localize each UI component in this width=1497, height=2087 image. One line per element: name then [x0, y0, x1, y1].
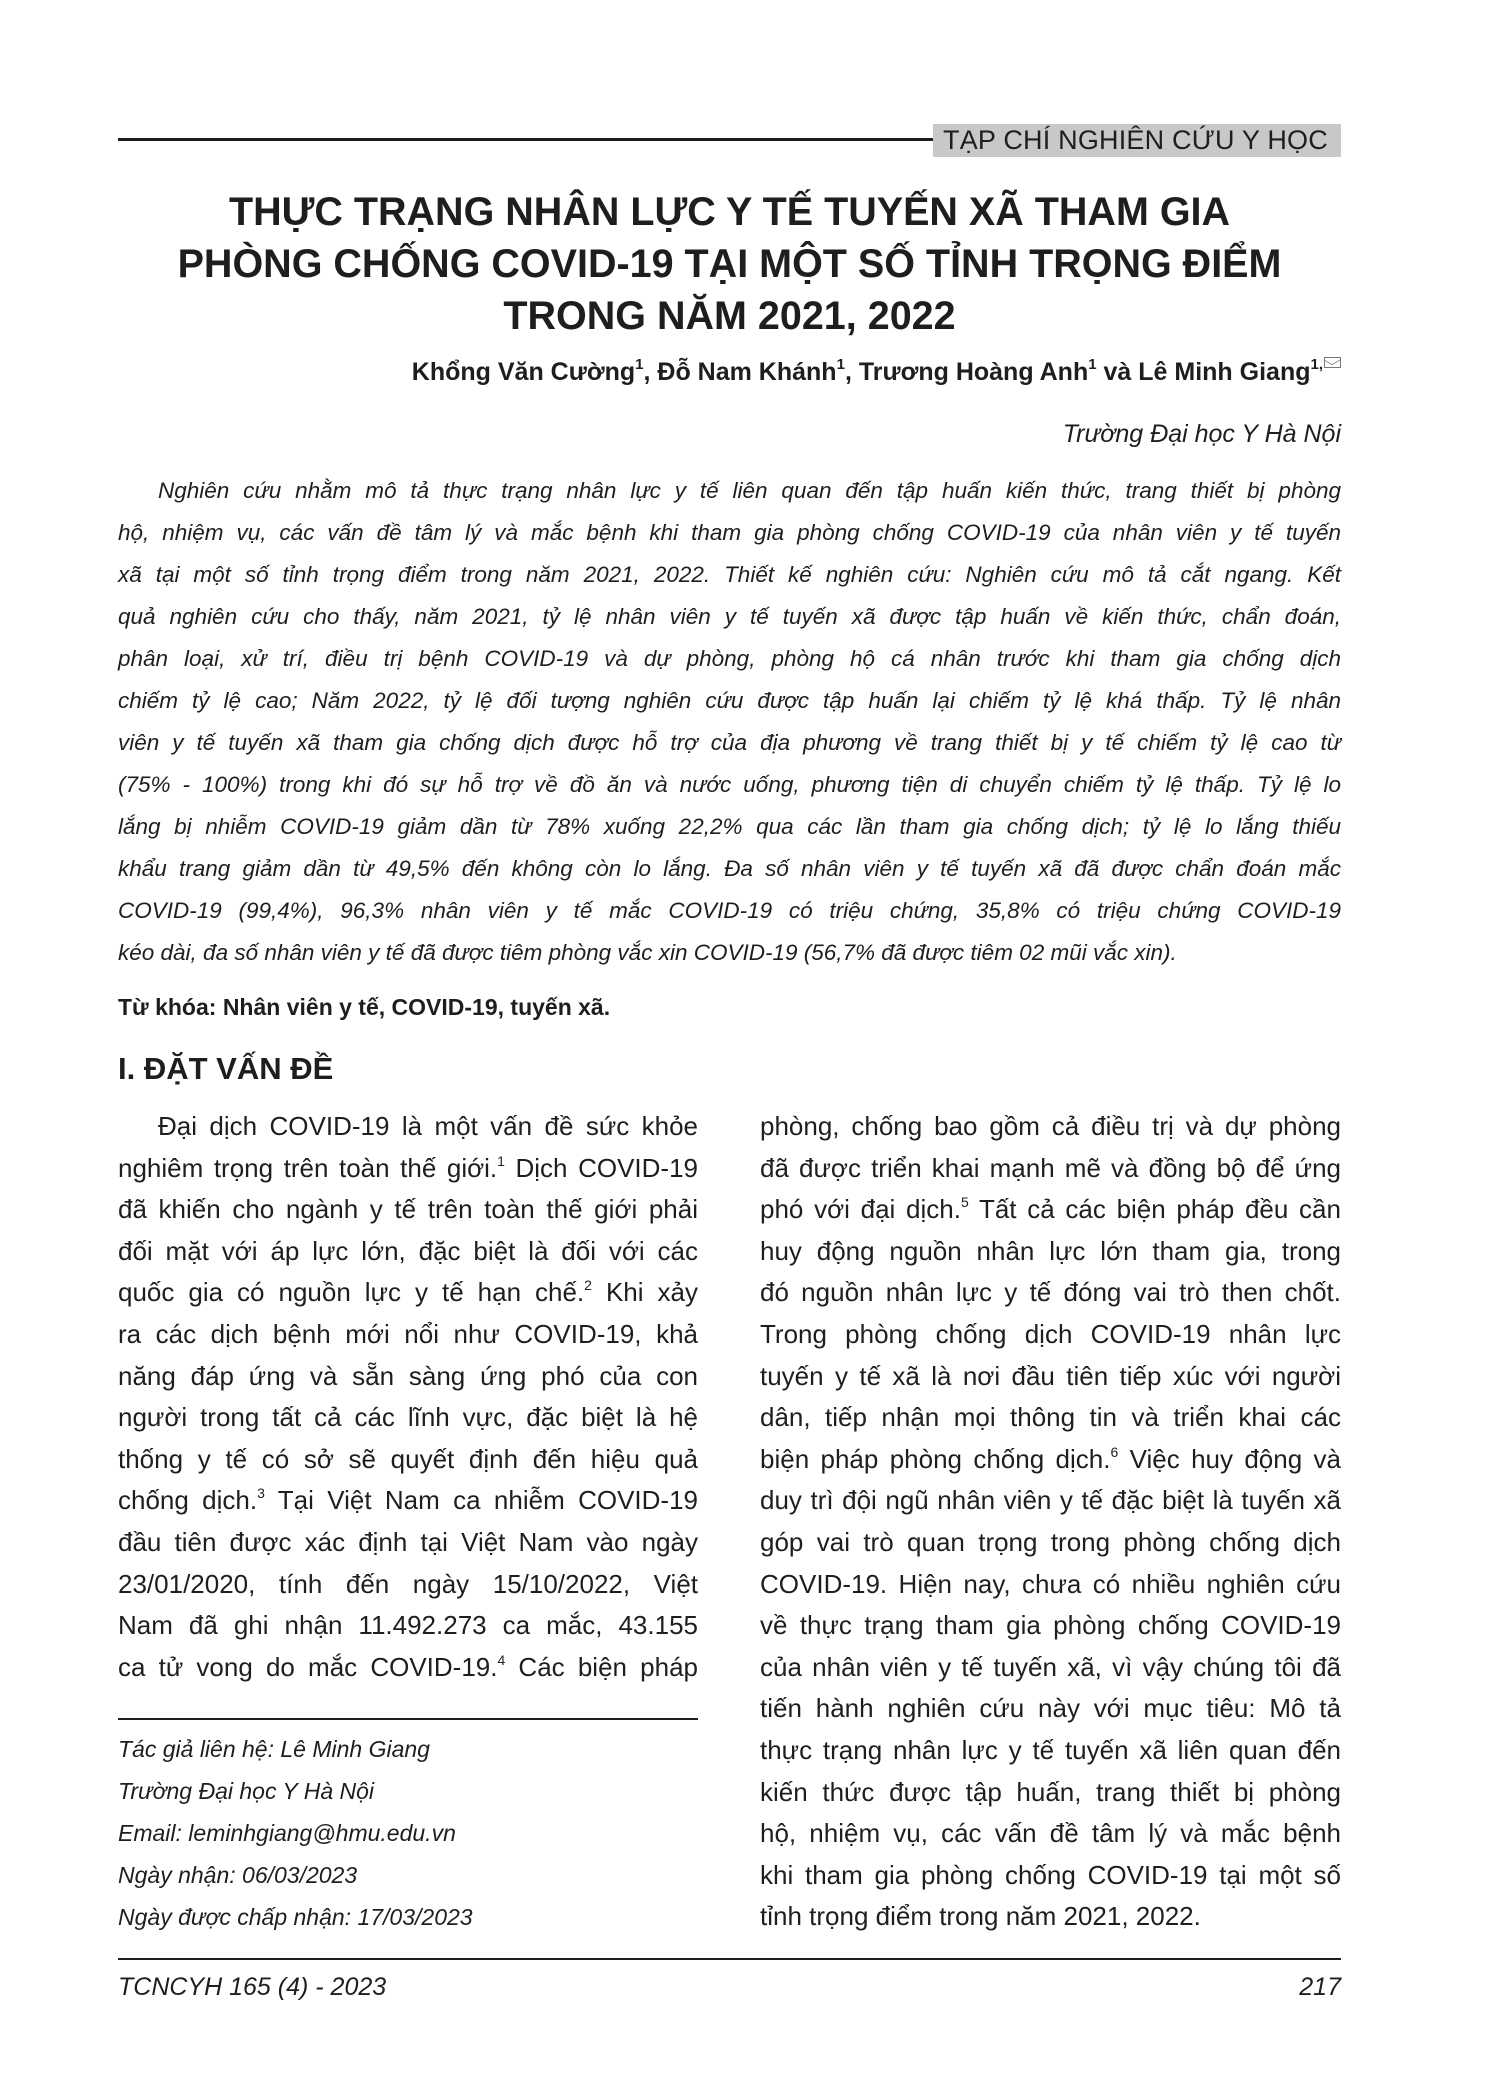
body-line: biện pháp phòng chống dịch.$^6$ Việc huy động và [760, 1443, 1341, 1474]
body-line: kiến thức được tập huấn, trang thiết bị phòng [760, 1776, 1341, 1807]
correspondence-footnote [118, 1728, 698, 1938]
body-line: đó nguồn nhân lực y tế đóng vai trò then chốt. [760, 1277, 1341, 1308]
title-line: PHÒNG CHỐNG COVID-19 TẠI MỘT SỐ TỈNH TRỌNG ĐIỂM [177, 242, 1282, 286]
citation-ref: 3 [257, 1485, 265, 1502]
body-line: tuyến y tế xã là nơi đầu tiên tiếp xúc với người [760, 1360, 1341, 1391]
abstract-line: COVID-19 (99,4%), 96,3% nhân viên y tế mắc COVID-19 có triệu chứng, 35,8% có triệu chứng COVID-19 [118, 898, 1341, 923]
body-line: chống dịch.$^3$ Tại Việt Nam ca nhiễm COVID-19 [118, 1485, 699, 1516]
body-line: dân, tiếp nhận mọi thông tin và triển khai các [760, 1402, 1341, 1433]
footnote-institution: Trường Đại học Y Hà Nội [118, 1778, 375, 1804]
title-line: THỰC TRẠNG NHÂN LỰC Y TẾ TUYẾN XÃ THAM GIA [228, 190, 1231, 234]
body-line: duy trì đội ngũ nhân viên y tế đặc biệt là tuyến xã [760, 1485, 1341, 1516]
body-line: COVID-19. Hiện nay, chưa có nhiều nghiên cứu [760, 1568, 1341, 1599]
abstract-line: kéo dài, đa số nhân viên y tế đã được tiêm phòng vắc xin COVID-19 (56,7% đã được tiêm 02 mũi vắc xin). [118, 940, 1177, 965]
body-line: ca tử vong do mắc COVID-19.$^4$ Các biện pháp [118, 1651, 698, 1682]
body-line: khi tham gia phòng chống COVID-19 tại một số [760, 1859, 1341, 1890]
body-line: phó với đại dịch.$^5$ Tất cả các biện pháp đều cần [760, 1194, 1341, 1225]
abstract-line: xã tại một số tỉnh trọng điểm trong năm 2021, 2022. Thiết kế nghiên cứu: Nghiên cứu mô tả cắt ngang. Kết [118, 562, 1341, 587]
body-line: phòng, chống bao gồm cả điều trị và dự phòng [760, 1111, 1341, 1141]
footnote-contact: Tác giả liên hệ: Lê Minh Giang [118, 1736, 430, 1762]
abstract-line: viên y tế tuyến xã tham gia chống dịch được hỗ trợ của địa phương về trang thiết bị y tế chiếm tỷ lệ cao từ [118, 730, 1341, 755]
body-line: hộ, nhiệm vụ, các vấn đề tâm lý và mắc bệnh [760, 1818, 1341, 1849]
body-column-right [760, 1106, 1341, 1938]
affiliation: Trường Đại học Y Hà Nội [1062, 420, 1341, 448]
author-name: Đỗ Nam Khánh [657, 358, 837, 386]
article-title [118, 186, 1341, 342]
body-line: đầu tiên được xác định tại Việt Nam vào ngày [118, 1526, 698, 1557]
body-line: thống y tế có sở sẽ quyết định đến hiệu quả [118, 1443, 698, 1474]
author-list [118, 355, 1341, 389]
footnote-email: Email: leminhgiang@hmu.edu.vn [118, 1820, 456, 1846]
body-line: tỉnh trọng điểm trong năm 2021, 2022. [760, 1901, 1201, 1932]
author-separator: , [643, 358, 658, 386]
keywords: Từ khóa: Nhân viên y tế, COVID-19, tuyến xã. [118, 994, 611, 1020]
author-name: Khổng Văn Cường [411, 358, 636, 386]
abstract-line: hộ, nhiệm vụ, các vấn đề tâm lý và mắc bệnh khi tham gia phòng chống COVID-19 của nhân viên y tế tuyến [118, 520, 1341, 545]
footer-rule [118, 1958, 1341, 1960]
author-affil-sup: 1 [635, 356, 644, 373]
abstract-line: phân loại, xử trí, điều trị bệnh COVID-19 và dự phòng, phòng hộ cá nhân trước khi tham gia chống dịch [118, 646, 1341, 671]
body-line: đã khiến cho ngành y tế trên toàn thế giới phải [118, 1194, 698, 1225]
footnote-accepted: Ngày được chấp nhận: 17/03/2023 [118, 1904, 473, 1930]
body-line: ra các dịch bệnh mới nổi như COVID-19, khả [118, 1318, 698, 1349]
citation-ref: 6 [1110, 1443, 1119, 1460]
abstract-line: chiếm tỷ lệ cao; Năm 2022, tỷ lệ đối tượng nghiên cứu được tập huấn lại chiếm tỷ lệ khá thấp. Tỷ lệ nhân [118, 688, 1341, 713]
abstract-line: lắng bị nhiễm COVID-19 giảm dần từ 78% xuống 22,2% qua các lần tham gia chống dịch; tỷ lệ lo lắng thiếu [118, 814, 1341, 839]
author-name: Trương Hoàng Anh [858, 358, 1089, 386]
author-affil-sup: 1, [1310, 356, 1323, 373]
footer-citation: TCNCYH 165 (4) - 2023 [118, 1973, 387, 2001]
body-line: người trong tất cả các lĩnh vực, đặc biệt là hệ [118, 1402, 698, 1433]
header-rule [118, 138, 933, 141]
abstract [118, 470, 1341, 974]
body-line: năng đáp ứng và sẵn sàng ứng phó của con [118, 1360, 698, 1391]
citation-ref: 5 [960, 1194, 969, 1211]
body-line: đối mặt với áp lực lớn, đặc biệt là đối với các [118, 1235, 698, 1266]
body-line: của nhân viên y tế tuyến xã, vì vậy chúng tôi đã [760, 1651, 1341, 1682]
footnote-rule [118, 1718, 698, 1720]
abstract-line: (75% - 100%) trong khi đó sự hỗ trợ về đồ ăn và nước uống, phương tiện di chuyển chiếm tỷ lệ thấp. Tỷ lệ lo [118, 772, 1341, 797]
body-line: huy động nguồn nhân lực lớn tham gia, trong [760, 1235, 1341, 1266]
journal-name: TẠP CHÍ NGHIÊN CỨU Y HỌC [933, 124, 1341, 157]
footnote-received: Ngày nhận: 06/03/2023 [118, 1862, 358, 1888]
body-line: 23/01/2020, tính đến ngày 15/10/2022, Việt [118, 1568, 698, 1599]
citation-ref: 4 [497, 1651, 506, 1668]
body-line: Trong phòng chống dịch COVID-19 nhân lực [760, 1318, 1341, 1349]
body-line: Đại dịch COVID-19 là một vấn đề sức khỏe [158, 1111, 698, 1141]
author-separator: , [844, 358, 859, 386]
body-line: góp vai trò quan trọng trong phòng chống dịch [760, 1526, 1341, 1557]
body-line: thực trạng nhân lực y tế tuyến xã liên quan đến [760, 1734, 1341, 1765]
citation-ref: 2 [584, 1277, 592, 1294]
body-line: đã được triển khai mạnh mẽ và đồng bộ để ứng [760, 1152, 1341, 1183]
author-affil-sup: 1 [836, 356, 845, 373]
body-line: về thực trạng tham gia phòng chống COVID-19 [760, 1610, 1341, 1641]
citation-ref: 1 [497, 1152, 505, 1169]
abstract-line: Nghiên cứu nhằm mô tả thực trạng nhân lực y tế liên quan đến tập huấn kiến thức, trang thiết bị phòng [158, 478, 1341, 503]
body-line: Nam đã ghi nhận 11.492.273 ca mắc, 43.155 [118, 1610, 698, 1641]
author-separator: và [1096, 358, 1139, 386]
author-affil-sup: 1 [1088, 356, 1097, 373]
abstract-line: khẩu trang giảm dần từ 49,5% đến không còn lo lắng. Đa số nhân viên y tế tuyến xã đã được chẩn đoán mắc [118, 856, 1341, 881]
title-line: TRONG NĂM 2021, 2022 [503, 294, 956, 338]
envelope-icon [1324, 357, 1341, 368]
body-line: nghiêm trọng trên toàn thế giới.$^1$ Dịch COVID-19 [118, 1152, 698, 1183]
body-line: quốc gia có nguồn lực y tế hạn chế.$^2$ Khi xảy [118, 1277, 698, 1308]
body-line: tiến hành nghiên cứu này với mục tiêu: Mô tả [760, 1693, 1341, 1724]
section-heading: I. ĐẶT VẤN ĐỀ [118, 1051, 334, 1086]
abstract-line: quả nghiên cứu cho thấy, năm 2021, tỷ lệ nhân viên y tế tuyến xã được tập huấn về kiến thức, chẩn đoán, [118, 604, 1341, 629]
body-column-left [118, 1106, 698, 1688]
page-number: 217 [1299, 1973, 1341, 2001]
author-name: Lê Minh Giang [1138, 358, 1311, 386]
